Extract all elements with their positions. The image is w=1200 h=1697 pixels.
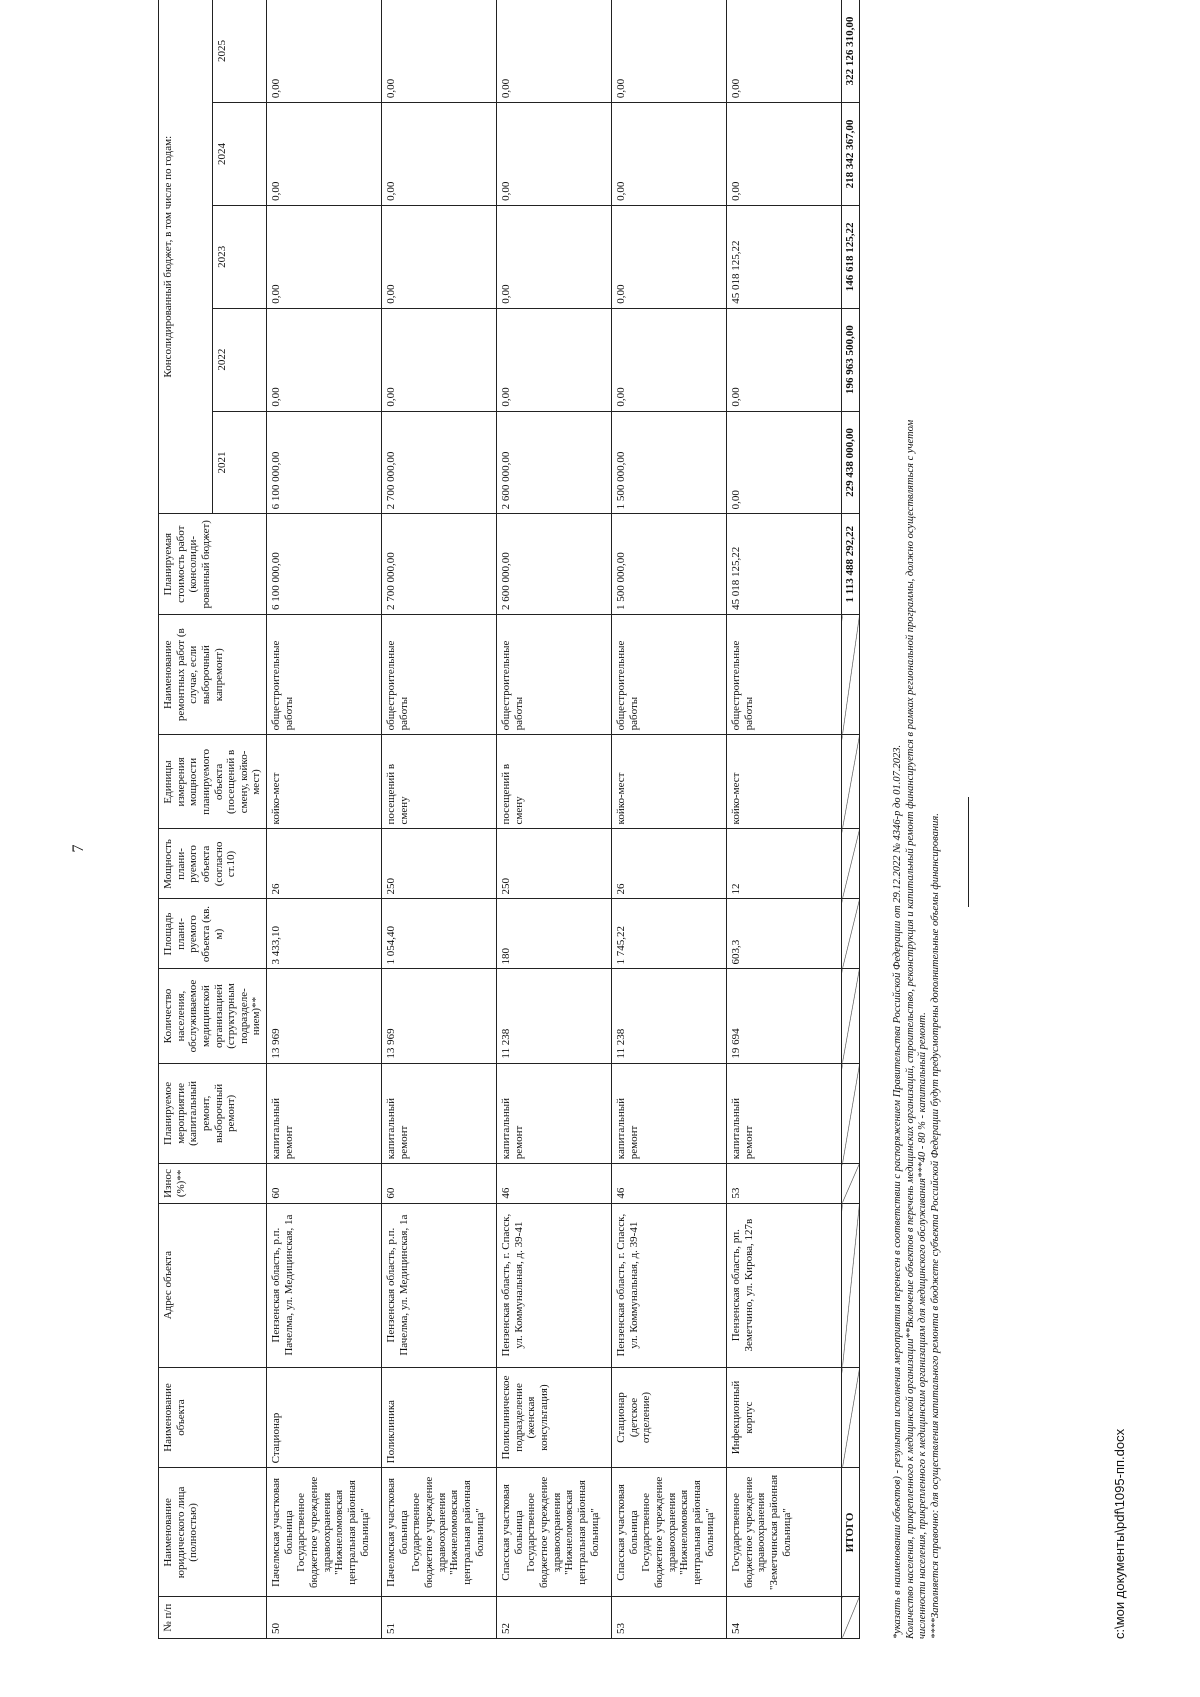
cell-num: 54: [727, 1597, 842, 1639]
cell-year-2023: 0,00: [382, 205, 497, 308]
table-row: [727, 0, 842, 1639]
cell-num: 50: [267, 1597, 382, 1639]
total-empty-cell: [842, 735, 860, 829]
cell-population: 19 694: [727, 969, 842, 1063]
table-row: [612, 0, 727, 1639]
cell-capacity: 250: [382, 829, 497, 899]
cell-repair-works: общестроительные работы: [267, 615, 382, 735]
cell-year-2022: 0,00: [382, 308, 497, 411]
cell-legal-entity: Пачелмская участковая больница Государственное бюджетное учреждение здравоохранения "Нижнеломовская центральная районная больница": [382, 1468, 497, 1597]
cell-repair-works: общестроительные работы: [382, 615, 497, 735]
footnote: ****Заполняется справочно: для осуществления капитального ремонта в бюджете субъекта Российской Федерации будут предусмотрены дополнительные объемы финансирования.: [929, 813, 941, 1639]
header-year: 2022: [213, 308, 267, 411]
cell-address: Пензенская область, р.п. Пачелма, ул. Медицинская, 1а: [382, 1203, 497, 1367]
total-empty-cell: [842, 1164, 860, 1203]
cell-year-2022: 0,00: [727, 308, 842, 411]
cell-capacity: 250: [497, 829, 612, 899]
footnote: численности населения, прикрепленного к медицинским организациям для медицинского обслуживания***40 - 80 % - капитальный ремонт.: [917, 1012, 929, 1639]
cell-area: 180: [497, 899, 612, 969]
cell-year-2023: 0,00: [267, 205, 382, 308]
cell-object-name: Инфекционный корпус: [727, 1367, 842, 1468]
cell-num: 51: [382, 1597, 497, 1639]
header-year: 2023: [213, 205, 267, 308]
cell-year-2022: 0,00: [497, 308, 612, 411]
cell-year-2021: 0,00: [727, 411, 842, 514]
cell-wear: 46: [612, 1164, 727, 1203]
total-empty-cell: [842, 969, 860, 1063]
separator-line: [968, 797, 969, 907]
total-year-2025: 322 126 310,00: [842, 0, 860, 103]
cell-repair-works: общестроительные работы: [612, 615, 727, 735]
cell-area: 1 054,40: [382, 899, 497, 969]
cell-year-2021: 1 500 000,00: [612, 411, 727, 514]
cell-area: 603,3: [727, 899, 842, 969]
cell-year-2023: 0,00: [497, 205, 612, 308]
total-empty-cell: [842, 1063, 860, 1164]
cell-object-name: Поликлиническое подразделение (женская консультация): [497, 1367, 612, 1468]
total-year-2023: 146 618 125,22: [842, 205, 860, 308]
table-row: [267, 0, 382, 1639]
cell-address: Пензенская область, г. Спасск, ул. Коммунальная, д. 39-41: [497, 1203, 612, 1367]
cell-address: Пензенская область, г. Спасск, ул. Коммунальная, д. 39-41: [612, 1203, 727, 1367]
header-repair-works: Наименование ремонтных работ (в случае, если выборочный капремонт): [159, 615, 267, 735]
cell-year-2023: 0,00: [612, 205, 727, 308]
cell-planned-measure: капитальный ремонт: [497, 1063, 612, 1164]
cell-year-2024: 0,00: [612, 103, 727, 206]
total-label: ИТОГО: [842, 1468, 860, 1597]
cell-year-2025: 0,00: [267, 0, 382, 103]
cell-legal-entity: Спасская участковая больница Государственное бюджетное учреждение здравоохранения "Нижнеломовская центральная районная больница": [497, 1468, 612, 1597]
cell-num: 53: [612, 1597, 727, 1639]
cell-year-2023: 45 018 125,22: [727, 205, 842, 308]
total-year-2024: 218 342 367,00: [842, 103, 860, 206]
total-empty-cell: [842, 1203, 860, 1367]
table-row: [382, 0, 497, 1639]
footnote: Количество населения, прикрепленного к медицинской организации**Включение объектов в перечень медицинских организаций, строительство, реконструкция и капитальный ремонт финансируется в рамках региональной программы, должно осуществляться с учетом: [904, 419, 916, 1639]
total-planned-cost: 1 113 488 292,22: [842, 514, 860, 615]
cell-wear: 60: [267, 1164, 382, 1203]
total-empty-cell: [842, 1597, 860, 1639]
file-path: c:\мои документы\pdf\1095-пп.docx: [1112, 1428, 1127, 1639]
header-capacity: Мощность плани-руемого объекта (согласно ст.10): [159, 829, 267, 899]
cell-object-name: Стационар: [267, 1367, 382, 1468]
header-row: [159, 0, 213, 1639]
total-empty-cell: [842, 899, 860, 969]
header-object-name: Наименование объекта: [159, 1367, 267, 1468]
cell-planned-measure: капитальный ремонт: [267, 1063, 382, 1164]
total-empty-cell: [842, 1367, 860, 1468]
cell-population: 11 238: [612, 969, 727, 1063]
cell-population: 13 969: [267, 969, 382, 1063]
cell-year-2025: 0,00: [497, 0, 612, 103]
repair-objects-table: [158, 0, 860, 1639]
header-num: № п/п: [159, 1597, 267, 1639]
cell-planned-cost: 2 600 000,00: [497, 514, 612, 615]
cell-area: 3 433,10: [267, 899, 382, 969]
cell-area: 1 745,22: [612, 899, 727, 969]
header-wear: Износ (%)**: [159, 1164, 267, 1203]
cell-year-2024: 0,00: [382, 103, 497, 206]
total-year-2022: 196 963 500,00: [842, 308, 860, 411]
cell-planned-measure: капитальный ремонт: [612, 1063, 727, 1164]
cell-capacity: 12: [727, 829, 842, 899]
cell-population: 11 238: [497, 969, 612, 1063]
footnotes: [892, 39, 942, 1639]
cell-units: посещений в смену: [497, 735, 612, 829]
cell-legal-entity: Государственное бюджетное учреждение здравоохранения "Земетчинская районная больница": [727, 1468, 842, 1597]
cell-planned-cost: 1 500 000,00: [612, 514, 727, 615]
cell-object-name: Стационар (детское отделение): [612, 1367, 727, 1468]
cell-units: койко-мест: [612, 735, 727, 829]
total-year-2021: 229 438 000,00: [842, 411, 860, 514]
cell-year-2025: 0,00: [612, 0, 727, 103]
cell-year-2022: 0,00: [267, 308, 382, 411]
cell-year-2025: 0,00: [382, 0, 497, 103]
cell-population: 13 969: [382, 969, 497, 1063]
header-consolidated-budget: Консолидированный бюджет, в том числе по годам:: [159, 0, 213, 514]
cell-capacity: 26: [267, 829, 382, 899]
cell-capacity: 26: [612, 829, 727, 899]
cell-year-2021: 2 600 000,00: [497, 411, 612, 514]
cell-units: койко-мест: [727, 735, 842, 829]
cell-year-2022: 0,00: [612, 308, 727, 411]
cell-year-2024: 0,00: [267, 103, 382, 206]
cell-address: Пензенская область, рп. Земетчино, ул. Кирова, 127в: [727, 1203, 842, 1367]
header-population: Количество населения, обслуживаемое медицинской организацией (структурным подразделе-нием)**: [159, 969, 267, 1063]
cell-repair-works: общестроительные работы: [727, 615, 842, 735]
table-row: [497, 0, 612, 1639]
header-legal-entity: Наименование юридического лица (полностью): [159, 1468, 267, 1597]
cell-planned-measure: капитальный ремонт: [727, 1063, 842, 1164]
cell-year-2025: 0,00: [727, 0, 842, 103]
cell-planned-cost: 2 700 000,00: [382, 514, 497, 615]
header-year: 2024: [213, 103, 267, 206]
header-year: 2025: [213, 0, 267, 103]
cell-wear: 60: [382, 1164, 497, 1203]
cell-units: койко-мест: [267, 735, 382, 829]
header-planned-measure: Планируемое мероприятие (капитальный ремонт, выборочный ремонт): [159, 1063, 267, 1164]
cell-address: Пензенская область, р.п. Пачелма, ул. Медицинская, 1а: [267, 1203, 382, 1367]
cell-repair-works: общестроительные работы: [497, 615, 612, 735]
header-units: Единицы измерения мощности планируемого объекта (посещений в смену, койко-мест): [159, 735, 267, 829]
header-year: 2021: [213, 411, 267, 514]
cell-legal-entity: Спасская участковая больница Государственное бюджетное учреждение здравоохранения "Нижнеломовская центральная районная больница": [612, 1468, 727, 1597]
page-number: 7: [70, 844, 87, 853]
header-area: Площадь плани-руемого объекта (кв. м): [159, 899, 267, 969]
header-address: Адрес объекта: [159, 1203, 267, 1367]
cell-object-name: Поликлиника: [382, 1367, 497, 1468]
cell-year-2024: 0,00: [727, 103, 842, 206]
cell-planned-cost: 45 018 125,22: [727, 514, 842, 615]
footnote: *указать в наименовании объектов) - результат исполнения мероприятия перенесен в соответствии с распоряжением Правительства Российской Федерации от 29.12.2022 № 4346-р до 01.07.2023.: [892, 744, 903, 1639]
cell-legal-entity: Пачелмская участковая больница Государственное бюджетное учреждение здравоохранения "Нижнеломовская центральная районная больница": [267, 1468, 382, 1597]
cell-num: 52: [497, 1597, 612, 1639]
cell-year-2021: 6 100 000,00: [267, 411, 382, 514]
total-empty-cell: [842, 615, 860, 735]
cell-planned-measure: капитальный ремонт: [382, 1063, 497, 1164]
cell-planned-cost: 6 100 000,00: [267, 514, 382, 615]
cell-wear: 53: [727, 1164, 842, 1203]
cell-year-2021: 2 700 000,00: [382, 411, 497, 514]
cell-year-2024: 0,00: [497, 103, 612, 206]
cell-wear: 46: [497, 1164, 612, 1203]
total-row: [842, 0, 860, 1639]
total-empty-cell: [842, 829, 860, 899]
header-planned-cost: Планируемая стоимость работ (консолиди-рованный бюджет): [159, 514, 267, 615]
cell-units: посещений в смену: [382, 735, 497, 829]
